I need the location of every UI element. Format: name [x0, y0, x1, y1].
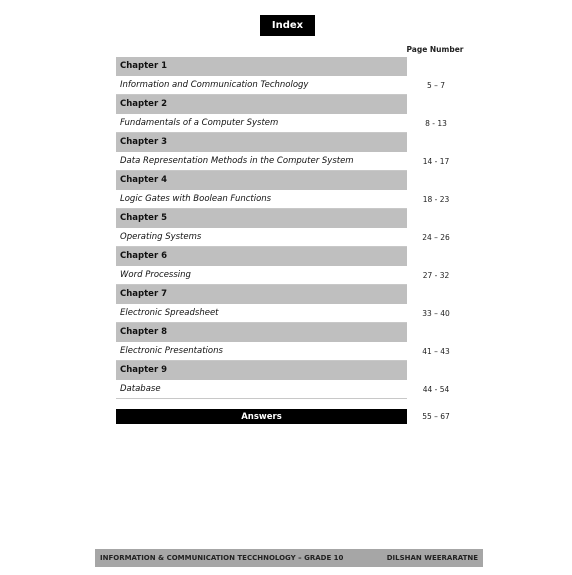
- toc-chapter-1: [116, 57, 466, 95]
- chapter-pages: 5 – 7: [426, 81, 446, 90]
- chapter-pages: 24 – 26: [422, 233, 450, 242]
- footer-author: DILSHAN WEERARATNE: [386, 554, 478, 562]
- chapter-heading: Chapter 8: [116, 323, 407, 342]
- chapter-title: Information and Communication Technology: [116, 76, 407, 95]
- chapter-heading: Chapter 6: [116, 247, 407, 266]
- toc-chapter-8: [116, 323, 466, 361]
- chapter-title: Electronic Spreadsheet: [116, 304, 407, 323]
- chapter-heading: Chapter 4: [116, 171, 407, 190]
- chapter-title: Database: [116, 380, 407, 399]
- chapter-pages: 27 - 32: [422, 271, 450, 280]
- chapter-title: Logic Gates with Boolean Functions: [116, 190, 407, 209]
- chapter-title: Electronic Presentations: [116, 342, 407, 361]
- chapter-pages: 8 - 13: [425, 119, 447, 128]
- answers-row: [116, 409, 466, 424]
- page-footer: [95, 549, 483, 567]
- footer-subject: INFORMATION & COMMUNICATION TECCHNOLOGY – GRADE 10: [100, 554, 344, 562]
- toc-chapter-2: [116, 95, 466, 133]
- chapter-title: Data Representation Methods in the Computer System: [116, 152, 407, 171]
- toc-chapter-4: [116, 171, 466, 209]
- chapter-pages: 41 – 43: [422, 347, 450, 356]
- chapter-pages: 18 - 23: [422, 195, 450, 204]
- index-title: Index: [260, 15, 315, 36]
- toc-chapter-6: [116, 247, 466, 285]
- table-of-contents: [116, 57, 466, 399]
- chapter-title: Fundamentals of a Computer System: [116, 114, 407, 133]
- chapter-pages: 33 – 40: [422, 309, 450, 318]
- answers-label: Answers: [116, 409, 407, 424]
- toc-chapter-3: [116, 133, 466, 171]
- chapter-heading: Chapter 2: [116, 95, 407, 114]
- chapter-heading: Chapter 1: [116, 57, 407, 76]
- chapter-heading: Chapter 3: [116, 133, 407, 152]
- toc-chapter-7: [116, 285, 466, 323]
- toc-chapter-5: [116, 209, 466, 247]
- toc-chapter-9: [116, 361, 466, 399]
- chapter-pages: 14 - 17: [422, 157, 450, 166]
- chapter-title: Word Processing: [116, 266, 407, 285]
- chapter-heading: Chapter 9: [116, 361, 407, 380]
- page-number-header: Page Number: [406, 45, 464, 54]
- answers-pages: 55 – 67: [422, 412, 450, 421]
- chapter-title: Operating Systems: [116, 228, 407, 247]
- chapter-pages: 44 - 54: [422, 385, 450, 394]
- chapter-heading: Chapter 5: [116, 209, 407, 228]
- chapter-heading: Chapter 7: [116, 285, 407, 304]
